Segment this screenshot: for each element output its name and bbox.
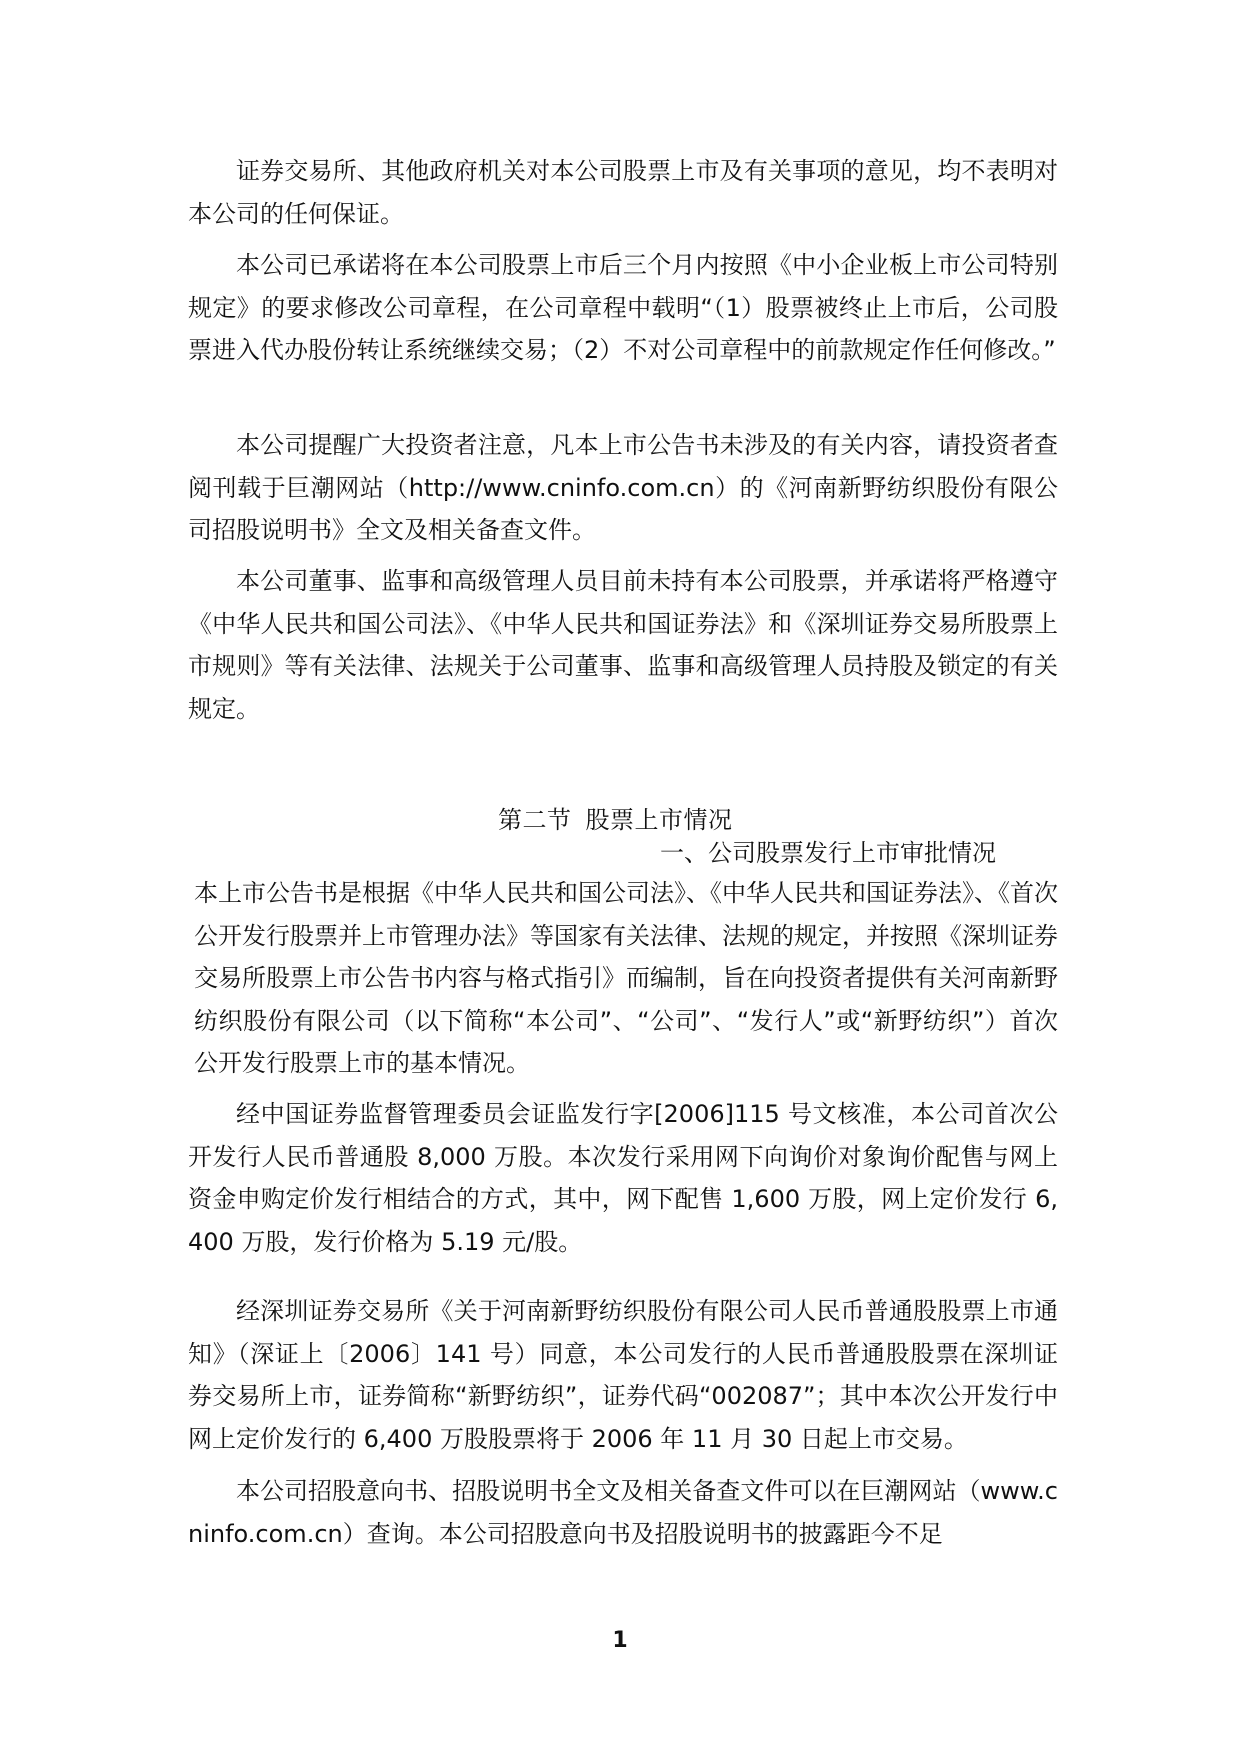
section-title — [498, 800, 733, 835]
paragraph-issuance-approval: 经中国证券监督管理委员会证监发行字[2006]115 号文核准，本公司首次公开发行人民币普通股 8,000 万股。本次发行采用网下向询价对象询价配售与网上资金申购定价发行相结合的方式，其中，网下配售 1,600 万股，网上定价发行 6,400 万股，发行价格为 5.19 元/股。 — [188, 1100, 1058, 1256]
paragraph-prospectus-availability: 本公司招股意向书、招股说明书全文及相关备查文件可以在巨潮网站（www.cninfo.com.cn）查询。本公司招股意向书及招股说明书的披露距今不足 — [188, 1477, 1058, 1548]
section-heading: 股票上市情况 — [585, 806, 733, 834]
paragraph-regulatory-disclaimer: 证券交易所、其他政府机关对本公司股票上市及有关事项的意见，均不表明对本公司的任何保证。 — [188, 157, 1058, 228]
paragraph-listing-basis: 本上市公告书是根据《中华人民共和国公司法》、《中华人民共和国证券法》、《首次公开发行股票并上市管理办法》等国家有关法律、法规的规定，并按照《深圳证券交易所股票上市公告书内容与格式指引》而编制，旨在向投资者提供有关河南新野纺织股份有限公司（以下简称“本公司”、“公司”、“发行人”或“新野纺织”）首次公开发行股票上市的基本情况。 — [194, 879, 1058, 1077]
paragraph-exchange-listing-approval: 经深圳证券交易所《关于河南新野纺织股份有限公司人民币普通股股票上市通知》（深证上〔2006〕141 号）同意，本公司发行的人民币普通股股票在深圳证券交易所上市，证券简称“新野纺织”，证券代码“002087”；其中本次公开发行中网上定价发行的 6,400 万股股票将于 2006 年 11 月 30 日起上市交易。 — [188, 1297, 1058, 1453]
section-number: 第二节 — [498, 806, 572, 834]
paragraph-articles-amendment-commitment: 本公司已承诺将在本公司股票上市后三个月内按照《中小企业板上市公司特别规定》的要求修改公司章程，在公司章程中载明“（1）股票被终止上市后，公司股票进入代办股份转让系统继续交易；（2）不对公司章程中的前款规定作任何修改。” — [188, 251, 1058, 364]
page-number: 1 — [612, 1628, 628, 1653]
paragraph-director-shareholding: 本公司董事、监事和高级管理人员目前未持有本公司股票，并承诺将严格遵守《中华人民共和国公司法》、《中华人民共和国证券法》和《深圳证券交易所股票上市规则》等有关法律、法规关于公司董事、监事和高级管理人员持股及锁定的有关规定。 — [188, 567, 1058, 723]
paragraph-investor-reminder: 本公司提醒广大投资者注意，凡本上市公告书未涉及的有关内容，请投资者查阅刊载于巨潮网站（http://www.cninfo.com.cn）的《河南新野纺织股份有限公司招股说明书》全文及相关备查文件。 — [188, 431, 1058, 544]
subsection-title: 一、公司股票发行上市审批情况 — [660, 839, 996, 867]
